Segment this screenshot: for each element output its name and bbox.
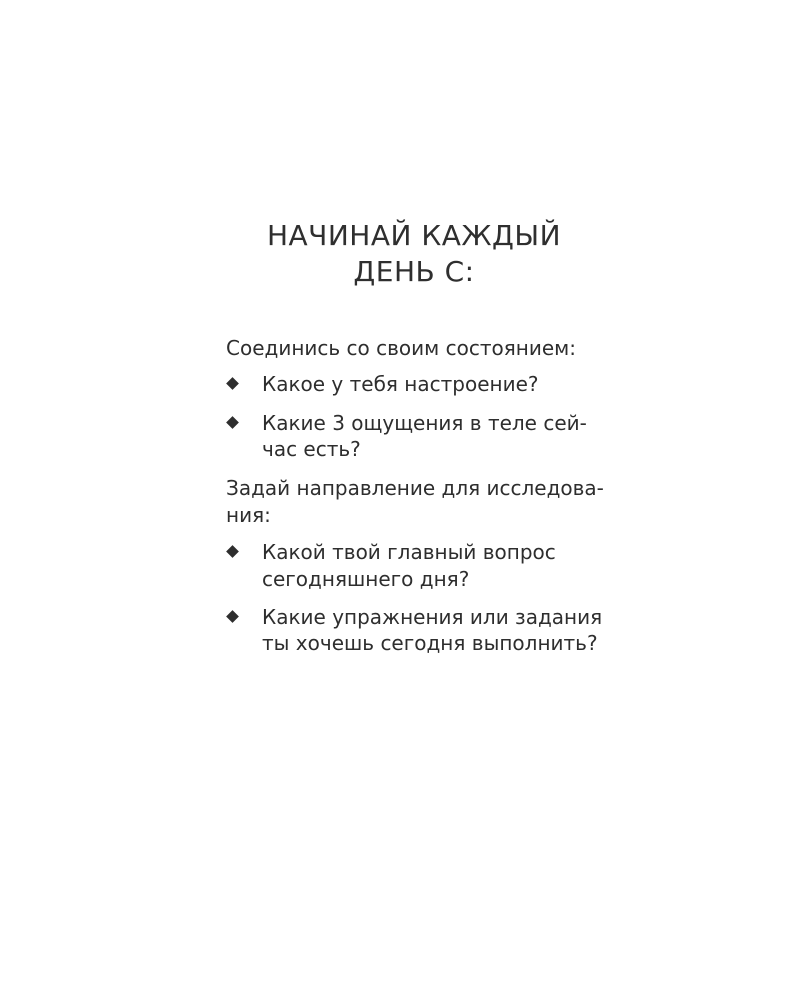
diamond-bullet-icon: [226, 545, 239, 558]
diamond-bullet-icon: [226, 377, 239, 390]
list-item-exercises-line-1: Какие упражнения или задания: [262, 605, 603, 629]
list-item-exercises-line-2: ты хочешь сегодня выполнить?: [262, 631, 598, 655]
page-title-line-2: ДЕНЬ С:: [353, 255, 475, 288]
section-1-intro: Соединись со своим состоянием:: [226, 336, 576, 360]
list-item-mood: Какое у тебя настроение?: [262, 372, 539, 396]
list-item-sensations-line-1: Какие 3 ощущения в теле сей-: [262, 411, 587, 435]
section-2-intro-line-2: ния:: [226, 503, 271, 527]
page-title-line-1: НАЧИНАЙ КАЖДЫЙ: [266, 219, 562, 252]
list-item-main-question-line-1: Какой твой главный вопрос: [262, 540, 556, 564]
list-item-main-question-line-2: сегодняшнего дня?: [262, 567, 470, 591]
list-item-sensations-line-2: час есть?: [262, 437, 361, 461]
diamond-bullet-icon: [226, 610, 239, 623]
diamond-bullet-icon: [226, 416, 239, 429]
section-2-intro-line-1: Задай направление для исследова-: [226, 476, 604, 500]
